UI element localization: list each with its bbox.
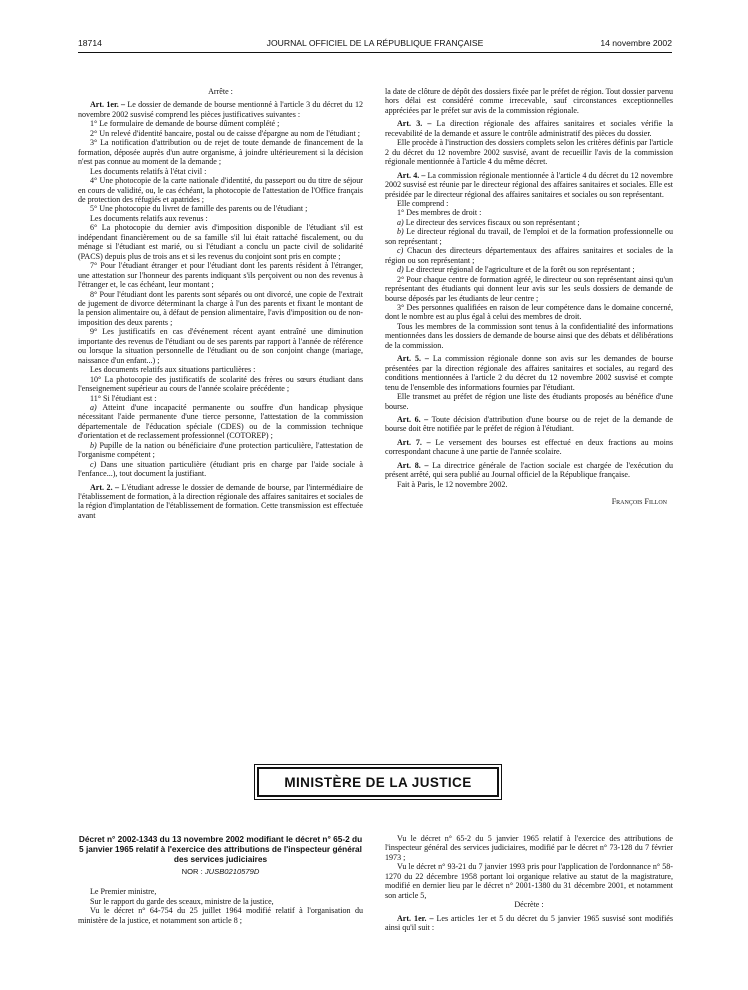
article-paragraph: [385, 171, 673, 199]
item-text: Le directeur régional de l'agriculture et de la forêt ou son représentant ;: [405, 265, 635, 275]
article-label: Art. 2. –: [90, 482, 120, 492]
item-letter: a): [397, 217, 404, 227]
paragraph: [78, 327, 363, 365]
heading-line: Arrête :: [208, 87, 233, 96]
item-text: 8° Pour l'étudiant dont les parents sont séparés ou ont divorcé, une copie de l'extrait de jugement de divorce déterminant la charge à l'un des parents et fixant le montant de la pension alimentaire ou, à défaut de pension alimentaire, l'avis d'imposition ou de non-imposition des deux parents ;: [78, 289, 363, 327]
item-text: Chacun des directeurs départementaux des affaires sanitaires et sociales de la région ou son représentant ;: [385, 246, 673, 265]
paragraph: [78, 375, 363, 394]
arrete-left-column: [78, 87, 363, 520]
paragraph: [385, 862, 673, 900]
article-label: Art. 6. –: [397, 414, 429, 424]
signature: François Fillon: [611, 497, 667, 507]
article-paragraph: [385, 354, 673, 392]
paragraph: [78, 223, 363, 261]
article-text: La direction régionale des affaires sanitaires et sociales vérifie la recevabilité de la demande et assure le contrôle administratif des pièces du dossier.: [385, 119, 674, 138]
article-paragraph: [385, 914, 673, 933]
article-label: Art. 5. –: [397, 354, 429, 364]
paragraph: [78, 204, 363, 213]
article-paragraph: [385, 461, 673, 480]
item-text: Les documents relatifs aux revenus :: [90, 213, 208, 223]
item-text: 1° Des membres de droit :: [397, 208, 482, 218]
page-number: 18714: [78, 38, 102, 48]
paragraph: [78, 261, 363, 289]
nor-label: NOR :: [181, 867, 203, 876]
item-text: Tous les membres de la commission sont tenus à la confidentialité des informations mentionnées dans les dossiers de demande de bourse ainsi que des débats et délibérations de la commission.: [385, 321, 673, 350]
article-text: Le versement des bourses est effectué en deux fractions au moins correspondant chacune à une partie de l'année scolaire.: [385, 437, 674, 457]
article-label: Art. 1er. –: [90, 100, 126, 110]
item-text: 9° Les justificatifs en cas d'événement récent ayant entraîné une diminution importante des revenus de l'étudiant ou de ses parents par rapport à l'année de référence ou lorsque la situation personnelle de l'étudiant ou de son conjoint change (mariage, naissance d'un enfant...) ;: [78, 327, 363, 365]
article-text: L'étudiant adresse le dossier de demande de bourse, par l'intermédiaire de l'établissement de formation, à la direction régionale des affaires sanitaires et sociales de la région d'implantation de l'établissement de formation. Cette transmission est effectuée avant: [78, 482, 363, 520]
paragraph: Vu le décret n° 64-754 du 25 juillet 1964 modifié relatif à l'organisation du ministère de la justice, et notamment son article 8 ;: [78, 906, 363, 925]
journal-title: JOURNAL OFFICIEL DE LA RÉPUBLIQUE FRANÇAISE: [266, 38, 484, 48]
decree-left-column: [78, 834, 363, 925]
article-paragraph: [78, 100, 363, 119]
paragraph: [385, 265, 673, 274]
page-header: [78, 38, 672, 52]
item-text: Le directeur régional du travail, de l'emploi et de la formation professionnelle ou son représentant ;: [385, 227, 673, 246]
paragraph: [385, 227, 673, 246]
article-text: Toute décision d'attribution d'une bourse ou de rejet de la demande de bourse doit être notifiée par le préfet de région à l'étudiant.: [385, 414, 673, 434]
item-text: Fait à Paris, le 12 novembre 2002.: [397, 479, 508, 489]
ministry-title-box: [257, 767, 499, 797]
paragraph: [78, 403, 363, 441]
item-text: Les documents relatifs à l'état civil :: [90, 166, 207, 176]
item-letter: b): [90, 440, 97, 450]
item-text: Elle comprend :: [397, 198, 449, 208]
decree-left-text: [78, 887, 363, 925]
item-text: 2° Pour chaque centre de formation agréé, le directeur ou son représentant ainsi qu'un représentant des étudiants qui donnent leur avis sur les seuls dossiers de demande de bourse déposés par les étudiants de leur centre ;: [385, 274, 673, 303]
paragraph: [78, 119, 363, 128]
item-letter: c): [90, 459, 97, 469]
paragraph: [78, 138, 363, 166]
paragraph: [385, 275, 673, 303]
paragraph: [385, 208, 673, 217]
item-text: 6° La photocopie du dernier avis d'imposition disponible de l'étudiant s'il est indépendant financièrement ou de sa famille s'il lui était rattaché fiscalement, ou du ménage si l'étudiant est marié, ou si l'étudiant a conclu un pacte civil de solidarité (PACS) depuis plus de trois ans et si les revenus du conjoint sont pris en compte ;: [78, 223, 363, 261]
paragraph: [385, 303, 673, 322]
paragraph: [78, 176, 363, 204]
article-paragraph: [385, 438, 673, 457]
paragraph: [385, 138, 673, 166]
arrete-right-column: [385, 87, 673, 507]
header-rule: [78, 52, 672, 53]
article-paragraph: [385, 119, 673, 138]
decree-nor: [78, 867, 363, 876]
item-text: Atteint d'une incapacité permanente ou souffre d'un handicap physique nécessitant l'aide permanente d'une tierce personne, l'attestation de la commission départementale de l'éducation spéciale (CDES) ou de la commission technique d'orientation et de reclassement professionnel (COTOREP) ;: [78, 402, 363, 441]
paragraph: [78, 460, 363, 479]
paragraph: [385, 480, 673, 489]
article-text: La commission régionale mentionnée à l'article 4 du décret du 12 novembre 2002 susvisé est réunie par le directeur régional des affaires sanitaires et sociales. Elle est présidée par le directeur régional des affaires sanitaires et sociales ou son représentant.: [385, 170, 673, 199]
paragraph: [78, 129, 363, 138]
item-text: Dans une situation particulière (étudiant pris en charge par l'aide sociale à l'enfance...), tout document la justifiant.: [78, 459, 363, 479]
item-text: Vu le décret n° 65-2 du 5 janvier 1965 relatif à l'exercice des attributions de l'inspecteur général des services judiciaires, modifié par le décret n° 73-128 du 7 février 1973 ;: [385, 834, 673, 862]
heading-line: Décrète :: [514, 900, 544, 910]
item-text: 3° Des personnes qualifiées en raison de leur compétence dans le domaine concerné, dont le nombre est au plus égal à celui des membres de droit.: [385, 302, 673, 322]
item-letter: b): [397, 227, 404, 237]
item-text: 5° Une photocopie du livret de famille des parents ou de l'étudiant ;: [90, 204, 308, 214]
paragraph: Sur le rapport du garde des sceaux, ministre de la justice,: [90, 896, 274, 906]
item-text: 11° Si l'étudiant est :: [90, 393, 157, 403]
paragraph: [78, 394, 363, 403]
decree-right-column: [385, 834, 673, 933]
paragraph: [385, 246, 673, 265]
paragraph: [78, 365, 363, 374]
paragraph: [78, 167, 363, 176]
article-label: Art. 7. –: [397, 437, 431, 447]
paragraph: [78, 441, 363, 460]
paragraph: [385, 218, 673, 227]
item-text: Elle procède à l'instruction des dossiers complets selon les critères définis par l'article 2 du décret du 12 novembre 2002 susvisé, avant de recueillir l'avis de la commission régionale mentionnée à l'article 4 du même décret.: [385, 138, 673, 167]
item-letter: d): [397, 265, 404, 275]
item-text: Vu le décret n° 93-21 du 7 janvier 1993 pris pour l'application de l'ordonnance n° 58-1270 du 22 décembre 1958 portant loi organique relative au statut de la magistrature, modifié en dernier lieu par le décret n° 2001-1380 du 31 décembre 2001, et notamment son article 5,: [385, 862, 673, 900]
item-text: Les documents relatifs aux situations particulières :: [90, 365, 256, 375]
paragraph: [385, 392, 673, 411]
item-text: 10° La photocopie des justificatifs de scolarité des frères ou sœurs étudiant dans l'enseignement supérieur au cours de l'année scolaire précédente ;: [78, 374, 363, 394]
item-text: Pupille de la nation ou bénéficiaire d'une protection particulière, l'attestation de l'organisme compétent ;: [78, 440, 363, 460]
article-label: Art. 8. –: [397, 460, 429, 470]
item-text: 2° Un relevé d'identité bancaire, postal ou de caisse d'épargne au nom de l'étudiant ;: [90, 128, 360, 138]
article-label: Art. 1er. –: [397, 913, 434, 923]
article-label: Art. 3. –: [397, 119, 432, 129]
paragraph: Le Premier ministre,: [90, 887, 157, 897]
paragraph: [78, 214, 363, 223]
article-text: La commission régionale donne son avis sur les demandes de bourse présentées par la direction régionale des affaires sanitaires et sociales, au regard des conditions mentionnées à l'article 2 du décret du 12 novembre 2002 susvisé et compte tenu de l'ensemble des informations fournies par l'étudiant.: [385, 354, 674, 392]
paragraph: [78, 290, 363, 328]
item-text: 4° Une photocopie de la carte nationale d'identité, du passeport ou du titre de séjour en cours de validité, ou, le cas échéant, la photocopie de l'attestation de l'Office français de protection des réfugiés et apatrides ;: [78, 176, 363, 204]
paragraph: [385, 834, 673, 862]
article-label: Art. 4. –: [397, 170, 426, 180]
article-text: La directrice générale de l'action sociale est chargée de l'exécution du présent arrêté, qui sera publié au Journal officiel de la République française.: [385, 460, 674, 480]
issue-date: 14 novembre 2002: [600, 38, 672, 48]
item-letter: c): [397, 246, 404, 256]
article-text: Les articles 1er et 5 du décret du 5 janvier 1965 susvisé sont modifiés ainsi qu'il suit :: [385, 913, 674, 933]
paragraph: la date de clôture de dépôt des dossiers fixée par le préfet de région. Tout dossier parvenu hors délai est considéré comme irrecevable, sauf circonstances exceptionnelles appréciées par le préfet sur avis de la commission régionale.: [385, 87, 673, 115]
item-text: Le directeur des services fiscaux ou son représentant ;: [405, 217, 580, 227]
item-text: 1° Le formulaire de demande de bourse dûment complété ;: [90, 119, 280, 129]
article-paragraph: [78, 483, 363, 521]
item-text: Elle transmet au préfet de région une liste des étudiants proposés au bénéfice d'une bourse.: [385, 392, 673, 411]
ministry-title: MINISTÈRE DE LA JUSTICE: [284, 774, 472, 790]
paragraph: [385, 322, 673, 350]
item-text: 7° Pour l'étudiant étranger et pour l'étudiant dont les parents résident à l'étranger, une attestation sur l'honneur des parents indiquant s'ils perçoivent ou non des revenus à l'étranger et, le cas échéant, leur montant ;: [78, 261, 363, 290]
item-letter: a): [90, 402, 97, 412]
article-text: Le dossier de demande de bourse mentionné à l'article 3 du décret du 12 novembre 2002 susvisé comprend les pièces justificatives suivantes :: [78, 100, 364, 119]
decree-title: Décret n° 2002-1343 du 13 novembre 2002 modifiant le décret n° 65-2 du 5 janvier 1965 relatif à l'exercice des attributions de l'inspecteur général des services judiciaires: [78, 834, 363, 864]
article-paragraph: [385, 415, 673, 434]
nor-code: JUSB0210579D: [204, 867, 260, 876]
paragraph: [385, 199, 673, 208]
item-text: 3° La notification d'attribution ou de rejet de toute demande de financement de la formation, déposée auprès d'un autre organisme, à joindre ultérieurement si la décision n'est pas connue au moment de la demande ;: [78, 138, 363, 167]
